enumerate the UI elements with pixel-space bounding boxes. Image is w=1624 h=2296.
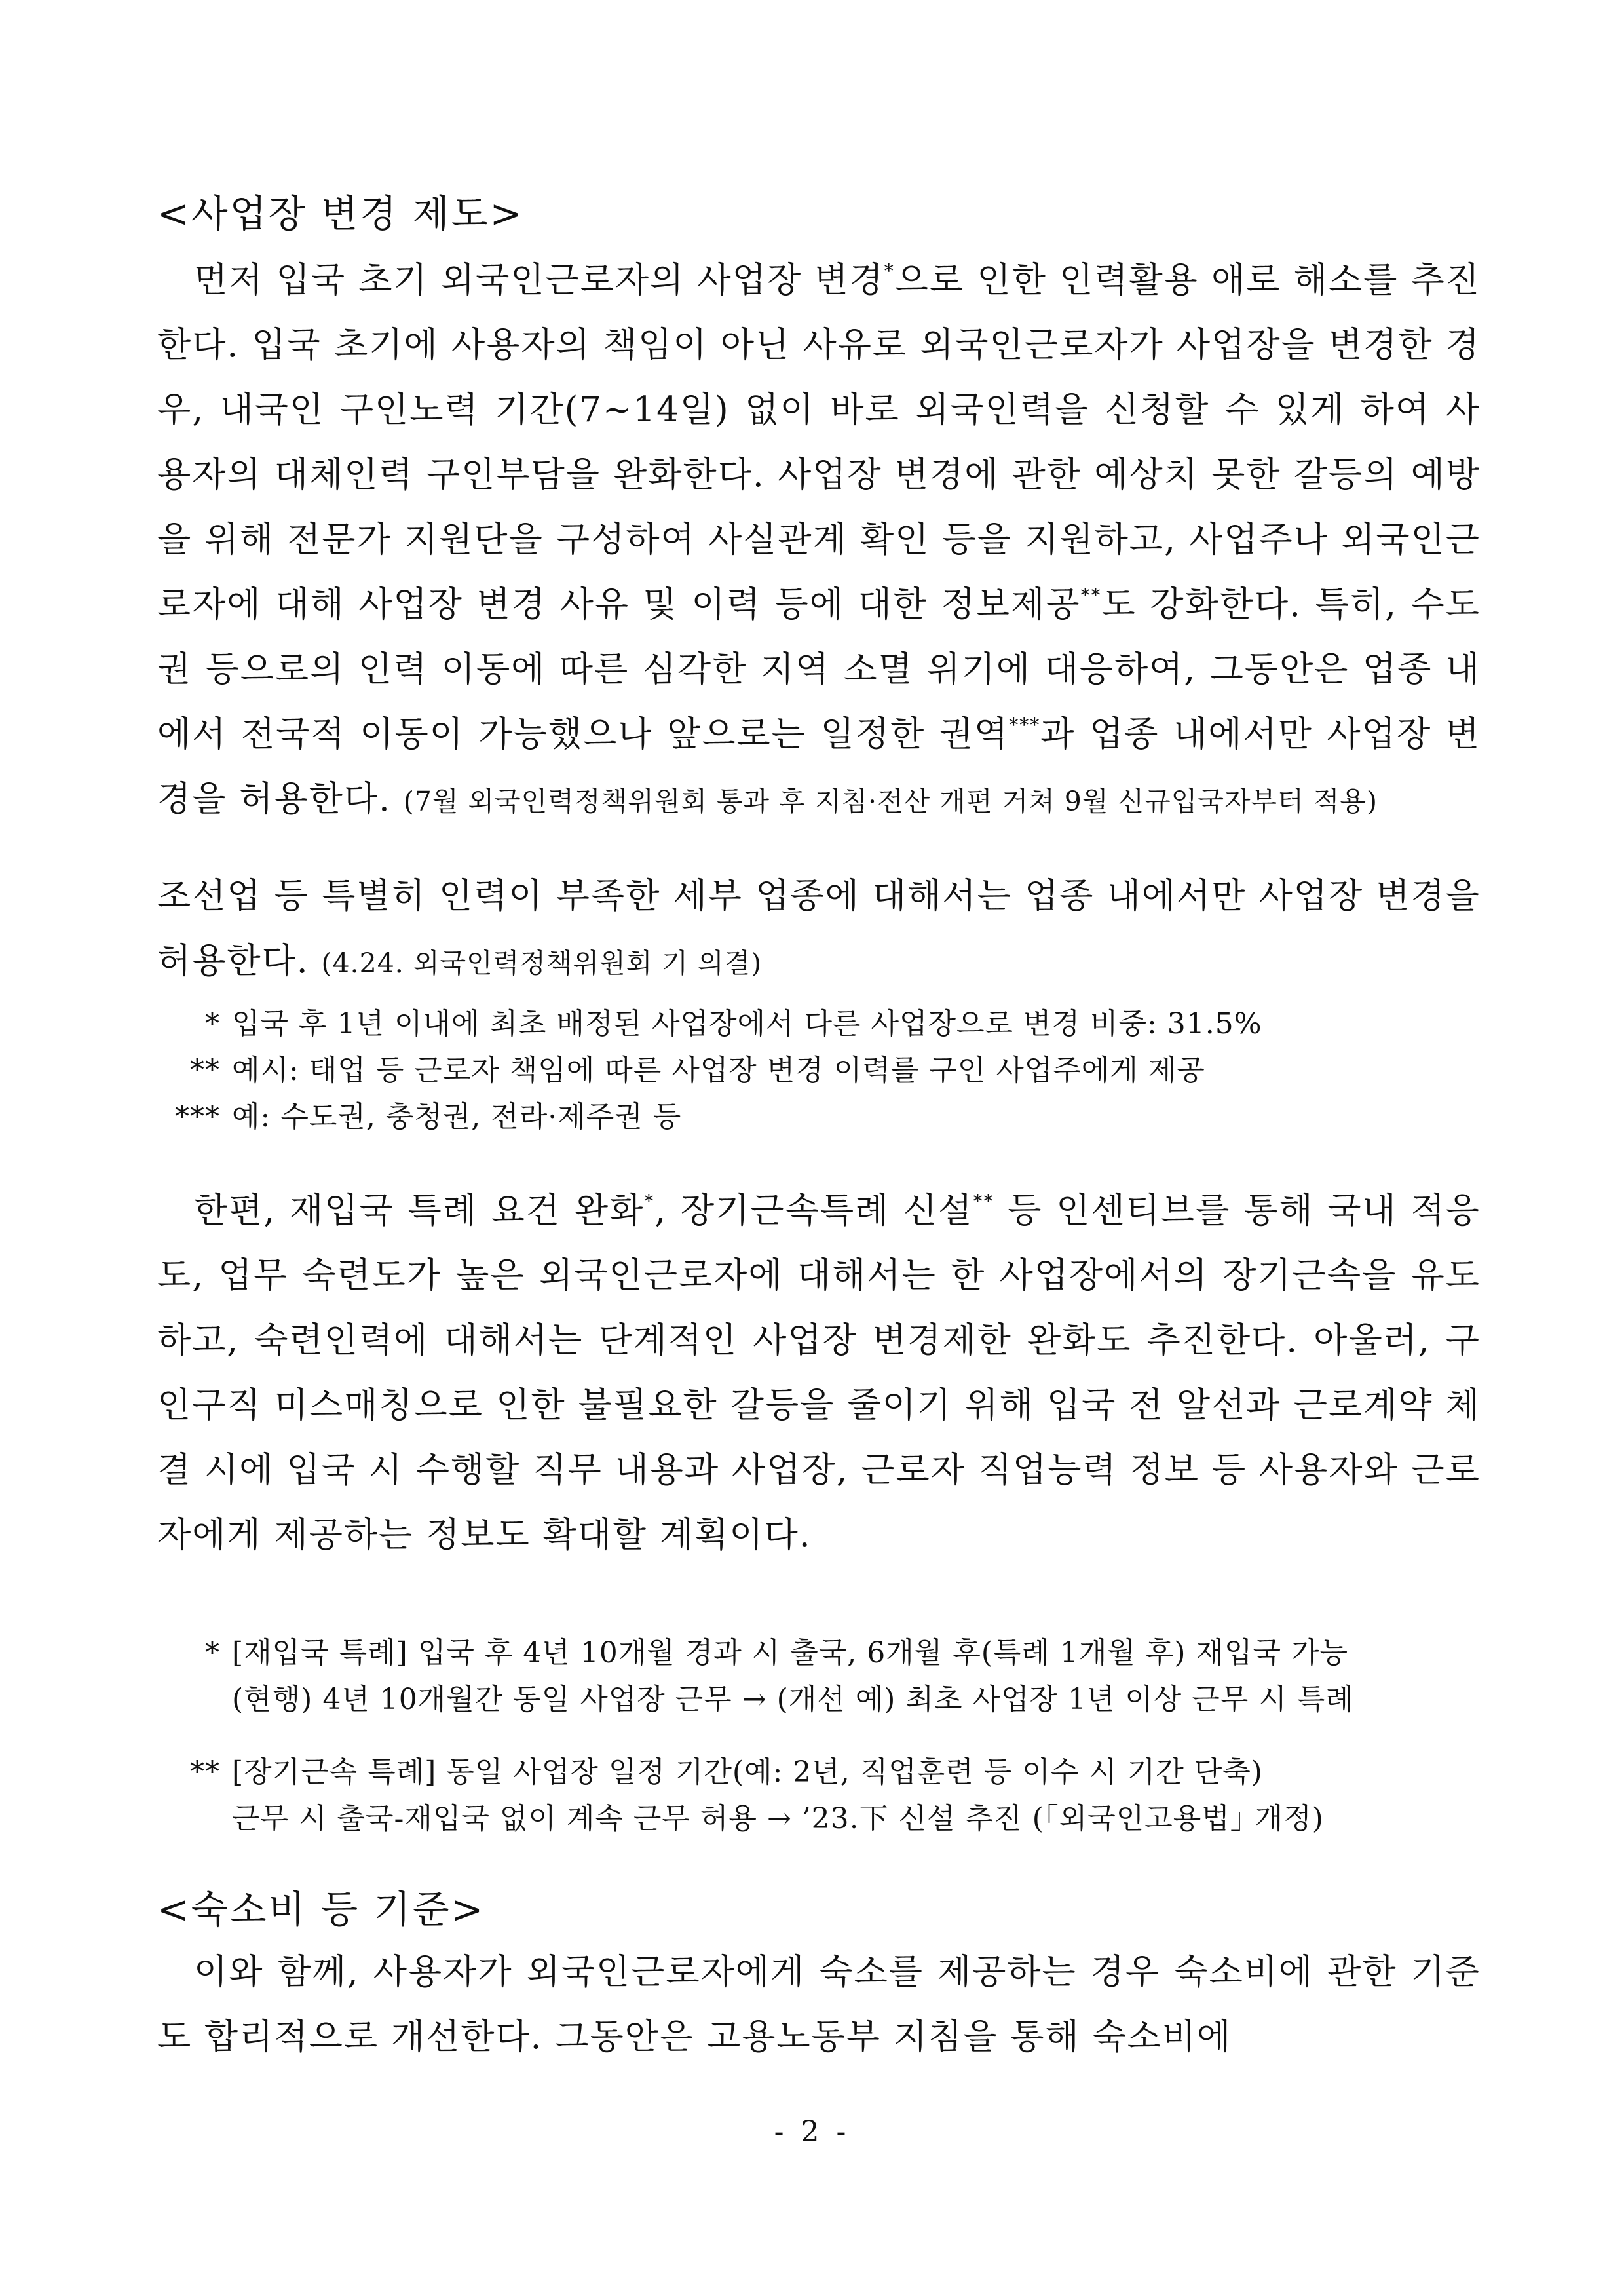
footnote-mark: * xyxy=(205,1007,220,1041)
para3-text: 등 인센티브를 통해 국내 적응도, 업무 숙련도가 높은 외국인근로자에 대해서는 한 사업장에서의 장기근속을 유도하고, 숙련인력에 대해서는 단계적인 사업장 변경제한 완화도 추진한다. 아울러, 구인구직 미스매칭으로 인한 불필요한 갈등을 줄이기 위해 입국 전 알선과 근로계약 체결 시에 입국 시 수행할 직무 내용과 사업장, 근로자 직업능력 정보 등 사용자와 근로자에게 제공하는 정보도 확대할 계획이다. xyxy=(157,1191,1481,1555)
footnote-marker: ** xyxy=(973,1191,994,1212)
footnote-5-continued: 근무 시 출국-재입국 없이 계속 근무 허용 → ’23.下 신설 추진 (｢외국인고용법｣ 개정) xyxy=(232,1802,1324,1835)
footnote-mark: *** xyxy=(175,1100,220,1134)
footnote-marker: * xyxy=(884,260,895,282)
para1-text: 먼저 입국 초기 외국인근로자의 사업장 변경 xyxy=(194,260,884,300)
para3-text: 한편, 재입국 특례 요건 완화 xyxy=(194,1191,645,1231)
paragraph-workplace-change-3 xyxy=(157,1178,1481,1567)
footnote-mark: * xyxy=(205,1636,220,1670)
footnote-text: [재입국 특례] 입국 후 4년 10개월 경과 시 출국, 6개월 후(특례 1개월 후) 재입국 가능 xyxy=(232,1636,1349,1670)
para1-text: 과 업종 내에서만 사업장 변경을 허용한다. xyxy=(157,714,1481,819)
section-heading-housing: <숙소비 등 기준> xyxy=(157,1887,485,1932)
paragraph-workplace-change-2 xyxy=(157,864,1481,996)
footnote-text: [장기근속 특례] 동일 사업장 일정 기간(예: 2년, 직업훈련 등 이수 시 기간 단축) xyxy=(232,1755,1263,1789)
para2-text: 조선업 등 특별히 인력이 부족한 세부 업종에 대해서는 업종 내에서만 사업장 변경을 허용한다. xyxy=(157,876,1481,981)
page-number: - 2 - xyxy=(774,2115,850,2149)
para1-text: 도 강화한다. 특히, 수도권 등으로의 인력 이동에 따른 심각한 지역 소멸 위기에 대응하여, 그동안은 업종 내에서 전국적 이동이 가능했으나 앞으로는 일정한 권역 xyxy=(157,584,1481,754)
footnote-3 xyxy=(157,1096,681,1139)
footnote-1 xyxy=(194,1003,1262,1046)
footnote-marker: * xyxy=(644,1191,655,1212)
para3-text: , 장기근속특례 신설 xyxy=(654,1191,973,1231)
footnote-4 xyxy=(194,1632,1348,1675)
footnote-mark: ** xyxy=(190,1755,220,1789)
section-heading-workplace-change: <사업장 변경 제도> xyxy=(157,191,524,236)
footnote-text: 예시: 태업 등 근로자 책임에 따른 사업장 변경 이력를 구인 사업주에게 제공 xyxy=(232,1054,1205,1087)
footnote-text: 예: 수도권, 충청권, 전라·제주권 등 xyxy=(232,1100,682,1134)
footnote-text: 입국 후 1년 이내에 최초 배정된 사업장에서 다른 사업장으로 변경 비중: 31.5% xyxy=(232,1007,1262,1041)
footnote-4-continued: (현행) 4년 10개월간 동일 사업장 근무 → (개선 예) 최초 사업장 1년 이상 근무 시 특례 xyxy=(232,1683,1354,1716)
footnote-marker: *** xyxy=(1009,714,1041,736)
footnote-5 xyxy=(176,1751,1263,1794)
footnote-marker: ** xyxy=(1080,584,1102,606)
paragraph-workplace-change-1 xyxy=(157,248,1481,834)
footnote-mark: ** xyxy=(190,1054,220,1087)
para2-decision-note: (4.24. 외국인력정책위원회 기 의결) xyxy=(321,947,763,979)
para1-text: 으로 인한 인력활용 애로 해소를 추진한다. 입국 초기에 사용자의 책임이 아닌 사유로 외국인근로자가 사업장을 변경한 경우, 내국인 구인노력 기간(7~14일) 없이 바로 외국인력을 신청할 수 있게 하여 사용자의 대체인력 구인부담을 완화한다. 사업장 변경에 관한 예상치 못한 갈등의 예방을 위해 전문가 지원단을 구성하여 사실관계 확인 등을 지원하고, 사업주나 외국인근로자에 대해 사업장 변경 사유 및 이력 등에 대한 정보제공 xyxy=(157,260,1481,624)
footnote-2 xyxy=(176,1049,1205,1092)
para1-schedule-note: (7월 외국인력정책위원회 통과 후 지침·전산 개편 거쳐 9월 신규입국자부터 적용) xyxy=(403,786,1378,817)
paragraph-housing: 이와 함께, 사용자가 외국인근로자에게 숙소를 제공하는 경우 숙소비에 관한 기준도 합리적으로 개선한다. 그동안은 고용노동부 지침을 통해 숙소비에 xyxy=(157,1952,1481,2057)
